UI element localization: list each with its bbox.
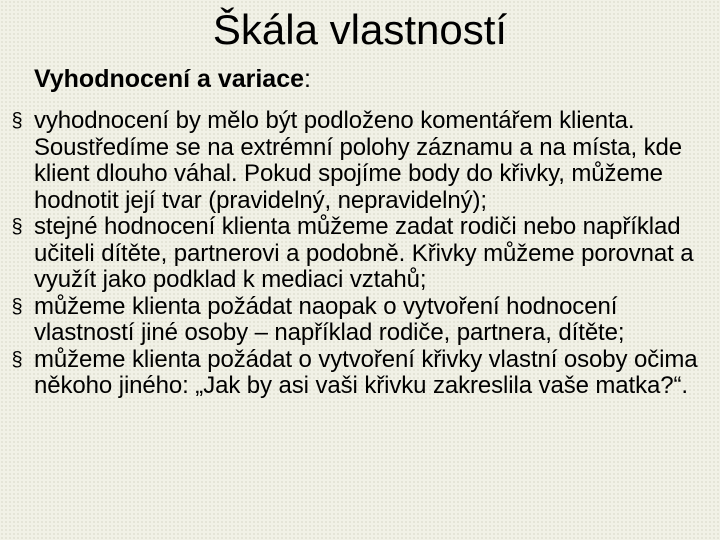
slide-title: Škála vlastností — [212, 6, 508, 53]
bullet-item-2 — [0, 214, 720, 294]
bullet-item-4 — [0, 347, 720, 400]
bullet-text: vyhodnocení by mělo být podloženo komentářem klienta. Soustředíme se na extrémní polohy záznamu a na místa, kde klient dlouho váhal. Pokud spojíme body do křivky, můžeme hodnotit její tvar (pravidelný, nepravidelný); — [34, 107, 682, 214]
section-sign-bullet-icon: § — [11, 348, 23, 371]
intro-line — [34, 64, 311, 94]
bullet-text: stejné hodnocení klienta můžeme zadat rodiči nebo například učiteli dítěte, partnerovi a podobně. Křivky můžeme porovnat a využít jako podklad k mediaci vztahů; — [34, 213, 694, 293]
bullet-text: můžeme klienta požádat o vytvoření křivky vlastní osoby očima někoho jiného: „Jak by asi vaši křivku zakreslila vaše matka?“. — [34, 345, 698, 399]
bullet-list — [0, 108, 720, 400]
intro-heading: Vyhodnocení a variace — [34, 65, 305, 93]
bullet-text: můžeme klienta požádat naopak o vytvoření hodnocení vlastností jiné osoby – například rodiče, partnera, dítěte; — [34, 292, 625, 346]
intro-colon: : — [304, 65, 311, 93]
section-sign-bullet-icon: § — [11, 295, 23, 318]
bullet-item-1 — [0, 108, 720, 214]
section-sign-bullet-icon: § — [11, 216, 23, 238]
bullet-item-3 — [0, 294, 720, 347]
section-sign-bullet-icon: § — [11, 110, 23, 132]
